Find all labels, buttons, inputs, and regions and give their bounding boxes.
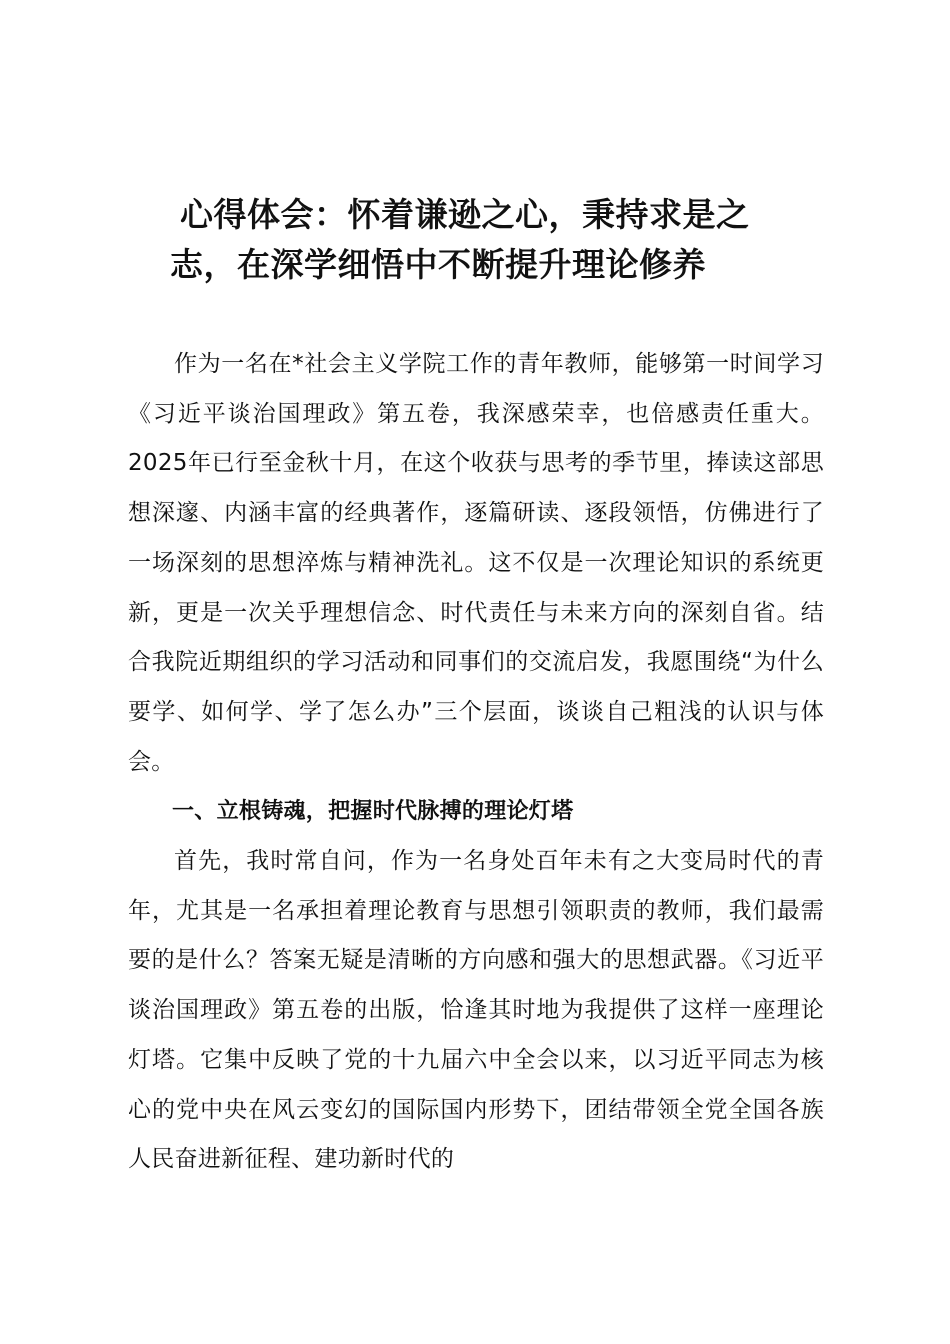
document-body bbox=[128, 340, 824, 1185]
title-line-2: 志，在深学细悟中不断提升理论修养 bbox=[170, 245, 706, 284]
paragraph-section-1: 首先，我时常自问，作为一名身处百年未有之大变局时代的青年，尤其是一名承担着理论教育与思想引领职责的教师，我们最需要的是什么？答案无疑是清晰的方向感和强大的思想武器。《习近平谈治国理政》第五卷的出版，恰逢其时地为我提供了这样一座理论灯塔。它集中反映了党的十九届六中全会以来，以习近平同志为核心的党中央在风云变幻的国际国内形势下，团结带领全党全国各族人民奋进新征程、建功新时代的 bbox=[128, 848, 824, 1173]
section-heading-1: 一、立根铸魂，把握时代脉搏的理论灯塔 bbox=[172, 799, 574, 825]
document-title bbox=[170, 190, 830, 290]
title-line-1: 心得体会：怀着谦逊之心，秉持求是之 bbox=[180, 195, 750, 234]
paragraph-intro: 作为一名在*社会主义学院工作的青年教师，能够第一时间学习《习近平谈治国理政》第五卷，我深感荣幸，也倍感责任重大。2025年已行至金秋十月，在这个收获与思考的季节里，捧读这部思想深邃、内涵丰富的经典著作，逐篇研读、逐段领悟，仿佛进行了一场深刻的思想淬炼与精神洗礼。这不仅是一次理论知识的系统更新，更是一次关乎理想信念、时代责任与未来方向的深刻自省。结合我院近期组织的学习活动和同事们的交流启发，我愿围绕“为什么要学、如何学、学了怎么办”三个层面，谈谈自己粗浅的认识与体会。 bbox=[128, 351, 824, 775]
